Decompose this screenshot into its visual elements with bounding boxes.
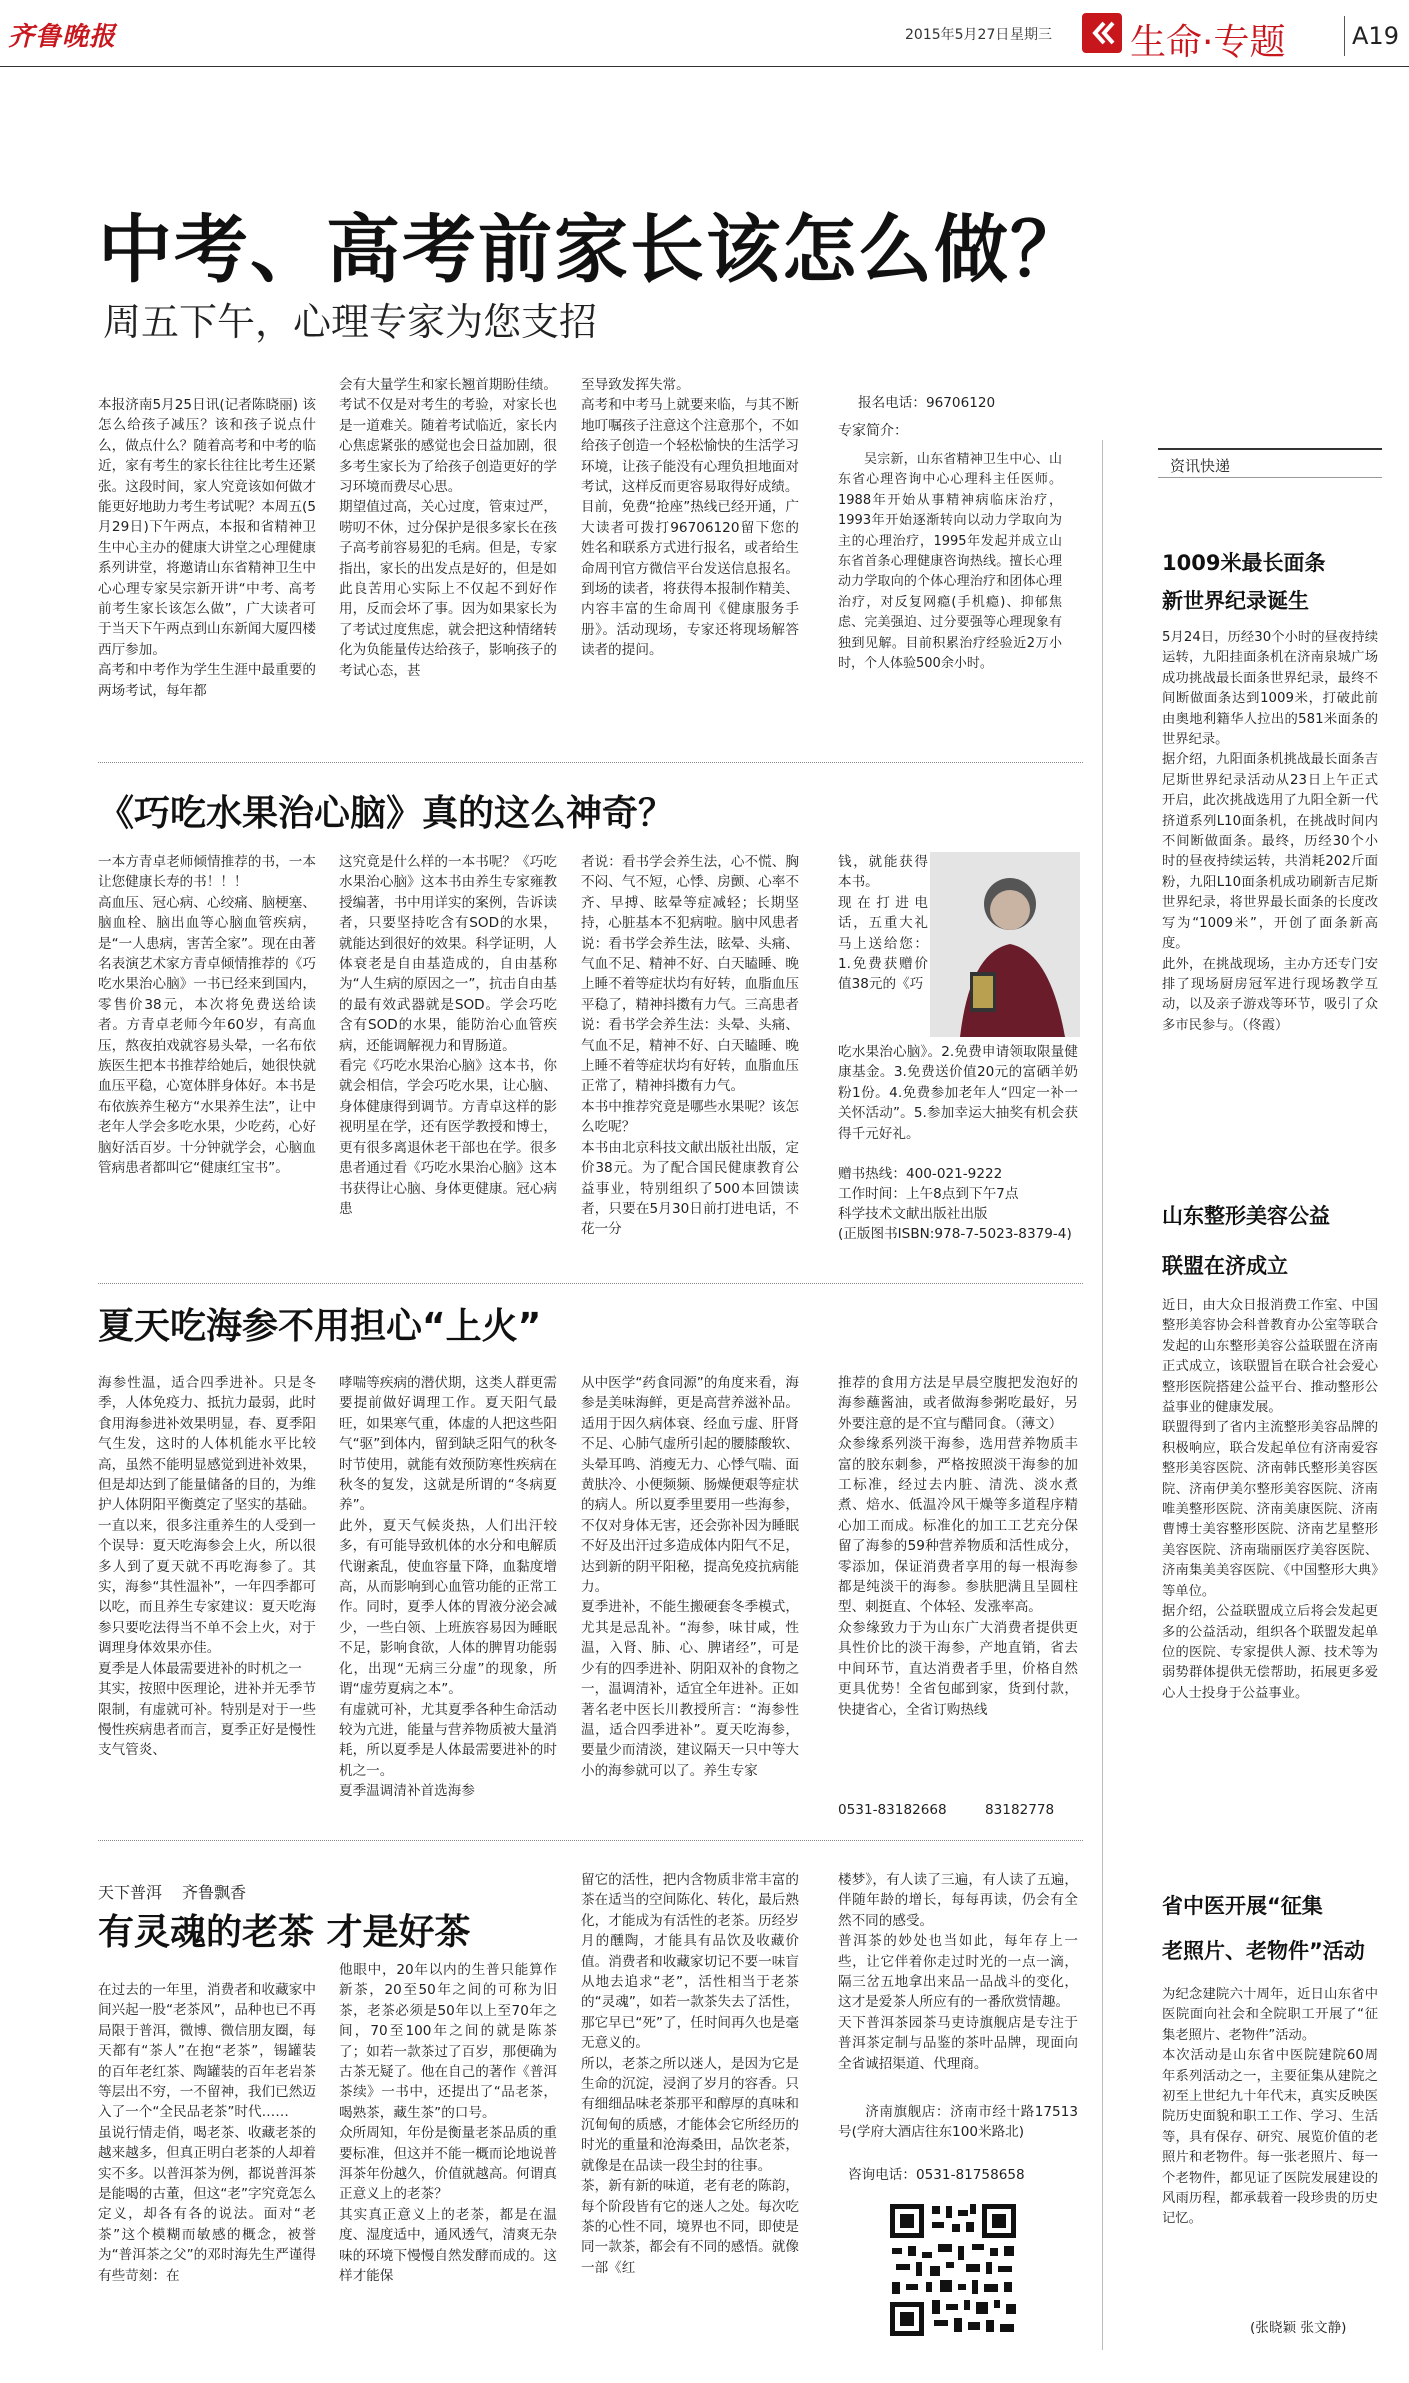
double-chevron-icon [1082,13,1122,53]
fruit-headline: 《巧吃水果治心脑》真的这么神奇？ [98,793,675,834]
sidebar-header [1158,448,1382,478]
sidebar-divider [1102,440,1103,2350]
seacu-headline: 夏天吃海参不用担心“上火” [98,1306,542,1347]
tea-col-2: 他眼中，20年以内的生普只能算作新茶，20至50年之间的可称为旧茶，老茶必须是50年以上至70年之间，70至100年之间的就是陈茶了；如若一款茶过了百岁，那便确为古茶无疑了。他在自己的著作《普洱茶续》一书中，还提出了“品老茶，喝熟茶，藏生茶”的口号。 众所周知，年份是衡量老茶品质的重要标准，但这并不能一概而论地说普洱茶年份越久，价值就越高。何谓真正意义上的老茶？ 其实真正意义上的老茶，都是在温度、湿度适中，通风透气，清爽无杂味的环境下慢慢自然发酵而成的。这样才能保 [339,1962,557,2285]
section-divider [1344,16,1345,56]
isbn-line: (正版图书ISBN:978-7-5023-8379-4) [838,1226,1072,1242]
sidebar-story-1-body: 5月24日，历经30个小时的昼夜持续运转，九阳挂面条机在济南泉城广场成功挑战最长面条世界纪录，最终不间断做面条达到1009米，打破此前由奥地利籍华人拉出的581米面条的世界纪录。 据介绍，九阳面条机挑战最长面条吉尼斯世界纪录活动从23日上午正式开启，此次挑战选用了九阳全新一代挤道系列L10面条机，在挑战时间内不间断做面条。最终，历经30个小时的昼夜持续运转，共消耗202斤面粉，九阳L10面条机成功刷新吉尼斯世界纪录，将世界最长面条的长度改写为“1009米”，开创了面条新高度。 此外，在挑战现场，主办方还专门安排了现场厨房冠军进行现场教学互动，以及亲子游戏等环节，吸引了众多市民参与。（佟霞） [1162,630,1378,1033]
issue-weekday: 星期三 [1010,27,1052,43]
seacu-col-3: 从中医学“药食同源”的角度来看，海参是美味海鲜，更是高营养滋补品。适用于因久病体衰、经血亏虚、肝肾不足、心肺气虚所引起的腰膝酸软、头晕耳鸣、消瘦无力、心悸气喘、面黄肤冷、小便频频、肠燥便艰等症状的病人。所以夏季里要用一些海参，不仅对身体无害，还会弥补因为睡眠不好及出汗过多造成体内阳气不足，达到新的阴平阳秘，提高免疫抗病能力。 夏季进补，不能生搬硬套冬季模式，尤其是忌乱补。“海参，味甘咸，性温，入肾、肺、心、脾诸经”，可是少有的四季进补、阴阳双补的食物之一，温调清补，适宜全年进补。正如著名老中医长川教授所言：“海参性温，适合四季进补”。夏天吃海参，要量少而清淡，建议隔天一只中等大小的海参就可以了。养生专家 [581,1375,799,1779]
sidebar-story-3-title-2: 老照片、老物件”活动 [1162,1939,1365,1963]
sidebar-story-3-body: 为纪念建院六十周年，近日山东省中医院面向社会和全院职工开展了“征集老照片、老物件”活动。 本次活动是山东省中医院建院60周年系列活动之一，主要征集从建院之初至上世纪九十年代末，真实反映医院历史面貌和职工工作、学习、生活等，具有保存、研究、展览价值的老照片和老物件。每一张老照片、每一个老物件，都见证了医院发展建设的风雨历程，都承载着一段珍贵的历史记忆。 [1162,1987,1378,2227]
seacu-phone-1: 0531-83182668 [838,1802,947,1818]
sidebar-story-3-byline: (张晓颖 张文静) [1250,2320,1347,2336]
separator-line [98,1283,1083,1284]
sidebar-heading: 资讯快递 [1170,457,1231,475]
tea-col-4: 楼梦》，有人读了三遍，有人读了五遍，伴随年龄的增长，每每再读，仍会有全然不同的感受。 普洱茶的妙处也当如此，每年存上一些，让它伴着你走过时光的一点一滴，隔三岔五地拿出来品一品战斗的变化，这才是爱茶人所应有的一番欣赏情趣。 天下普洱茶园茶马吏诗旗舰店是专注于普洱茶定制与品鉴的茶叶品牌，现面向全省诚招渠道、代理商。 [838,1872,1078,2072]
issue-date: 2015年5月27日 [905,27,1010,43]
publisher-line: 科学技术文献出版社出版 [838,1206,988,1222]
gift-hotline: 赠书热线：400-021-9222 [838,1166,1003,1182]
sidebar-story-2-title-1: 山东整形美容公益 [1162,1204,1330,1228]
expert-bio: 吴宗新，山东省精神卫生中心、山东省心理咨询中心心理科主任医师。1988年开始从事精神病临床治疗，1993年开始逐渐转向以动力学取向为主的心理治疗，1995年发起并成立山东省首条心理健康咨询热线。擅长心理动力学取向的个体心理治疗和团体心理治疗，对反复网瘾(手机瘾)、抑郁焦虑、完美强迫、过分要强等心理现象有独到见解。目前积累治疗经验近2万小时，个人体验500余小时。 [838,452,1062,672]
fruit-col-1: 一本方青卓老师倾情推荐的书，一本让您健康长寿的书！！！ 高血压、冠心病、心绞痛、脑梗塞、脑血栓、脑出血等心脑血管疾病，是“一人患病，害苦全家”。现在由著名表演艺术家方青卓倾情推荐的《巧吃水果治心脑》一书已经来到国内，零售价38元，本次将免费送给读者。方青卓老师今年60岁，有高血压，熬夜拍戏就容易头晕，一名布依族医生把本书推荐给她后，她很快就血压平稳，心宽体胖身体好。本书是布依族养生秘方“水果养生法”，让中老年人学会多吃水果，少吃药，心好脑好活百岁。十分钟就学会，心脑血管病患者都叫它“健康红宝书”。 [98,854,316,1177]
tea-headline: 有灵魂的老茶 才是好茶 [98,1912,471,1953]
fruit-col-2: 这究竟是什么样的一本书呢？《巧吃水果治心脑》这本书由养生专家雍教授编著，书中用详实的案例，告诉读者，只要坚持吃含有SOD的水果，就能达到很好的效果。科学证明，人体衰老是自由基造成的，自由基称为“人生病的原因之一”，抗击自由基的最有效武器就是SOD。学会巧吃含有SOD的水果，能防治心血管疾病，还能调解视力和胃肠道。 看完《巧吃水果治心脑》这本书，你就会相信，学会巧吃水果，让心脑、身体健康得到调节。方青卓这样的影视明星在学，还有医学教授和博士，更有很多离退休老干部也在学。很多患者通过看《巧吃水果治心脑》这本书获得让心脑、身体更健康。冠心病患 [339,854,557,1217]
work-hours: 工作时间：上午8点到下午7点 [838,1186,1019,1202]
sidebar-story-1-title-1: 1009米最长面条 [1162,551,1326,575]
tea-consult-phone: 咨询电话：0531-81758658 [848,2167,1025,2183]
paper-logo: 齐鲁晚报 [8,22,117,52]
fruit-col-4-top: 钱，就能获得本书。 现在打进电话，五重大礼马上送给您：1.免费获赠价值38元的《巧 [838,854,928,993]
main-col-2: 会有大量学生和家长翘首期盼佳绩。考试不仅是对考生的考验，对家长也是一道难关。随着考试临近，家长内心焦虑紧张的感觉也会日益加剧，很多考生家长为了给孩子创造更好的学习环境而费尽心思。 期望值过高，关心过度，管束过严，唠叨不休，过分保护是很多家长在孩子高考前容易犯的毛病。但是，专家指出，家长的出发点是好的，但是如此良苦用心实际上不仅起不到好作用，反而会坏了事。因为如果家长为了考试过度焦虑，就会把这种情绪转化为负能量传达给孩子，影响孩子的考试心态，甚 [339,377,557,679]
sidebar-story-3-title-1: 省中医开展“征集 [1162,1894,1323,1918]
qr-code [886,2200,1020,2340]
section-title: 生命·专题 [1130,22,1286,63]
seacu-col-1: 海参性温，适合四季进补。只是冬季，人体免疫力、抵抗力最弱，此时食用海参进补效果明显，春、夏季阳气生发，这时的人体机能水平比较高，虽然不能明显感觉到进补效果，但是却达到了能量储备的目的，为维护人体阴阳平衡奠定了坚实的基础。 一直以来，很多注重养生的人受到一个误导：夏天吃海参会上火，所以很多人到了夏天就不再吃海参了。其实，海参“其性温补”，一年四季都可以吃，而且养生专家建议：夏天吃海参只要吃法得当不单不会上火，对于调理身体效果亦佳。 夏季是人体最需要进补的时机之一 其实，按照中医理论，进补并无季节限制，有虚就可补。特别是对于一些慢性疾病患者而言，夏季正好是慢性支气管炎、 [98,1375,316,1759]
tea-kicker-2: 齐鲁飘香 [182,1883,247,1902]
expert-heading: 专家简介： [838,423,908,439]
tea-col-3: 留它的活性，把内含物质非常丰富的茶在适当的空间陈化、转化，最后熟化，才能成为有活性的老茶。历经岁月的醺陶，才能具有品饮及收藏价值。消费者和收藏家切记不要一味盲从地去追求“老”，活性相当于老茶的“灵魂”，如若一款茶失去了活性，那它早已“死”了，任时间再久也是毫无意义的。 所以，老茶之所以迷人，是因为它是生命的沉淀，浸润了岁月的容香。只有细细品味老茶那平和醇厚的真味和沉甸甸的质感，才能体会它所经历的时光的重量和沧海桑田，品饮老茶，就像是在品读一段尘封的往事。 茶，新有新的味道，老有老的陈韵，每个阶段皆有它的迷人之处。每次吃茶的心性不同，境界也不同，即使是同一款茶，都会有不同的感悟。就像一部《红 [581,1872,799,2276]
sidebar-story-2-body: 近日，由大众日报消费工作室、中国整形美容协会科普教育办公室等联合发起的山东整形美容公益联盟在济南正式成立，该联盟旨在联合社会爱心整形医院搭建公益平台、推动整形公益事业的健康发展。 联盟得到了省内主流整形美容品牌的积极响应，联合发起单位有济南爱容整形美容医院、济南韩氏整形美容医院、济南伊美尔整形美容医院、济南唯美整形医院、济南美康医院、济南曹博士美容整形医院、济南艺星整形美容医院、济南瑞丽医疗美容医院、济南集美美容医院、《中国整形大典》等单位。 据介绍，公益联盟成立后将会发起更多的公益活动，组织各个联盟发起单位的医院、专家提供人源、技术等为弱势群体提供无偿帮助，拓展更多爱心人士投身于公益事业。 [1162,1298,1378,1701]
person-portrait-icon [930,852,1080,1037]
tea-col-1: 在过去的一年里，消费者和收藏家中间兴起一股“老茶风”，品种也已不再局限于普洱，微博、微信朋友圈，每天都有“茶人”在抱“老茶”，锡罐装的百年老红茶、陶罐装的百年老岩茶等层出不穷，一不留神，我们已然迈入了一个“全民品老茶”时代…… 虽说行情走俏，喝老茶、收藏老茶的越来越多，但真正明白老茶的人却着实不多。以普洱茶为例，都说普洱茶是能喝的古董，但这“老”字究竟怎么定义，却各有各的说法。面对“老茶”这个模糊而敏感的概念，被誉为“普洱茶之父”的邓时海先生严谨得有些苛刻：在 [98,1982,316,2284]
main-col-3: 至导致发挥失常。 高考和中考马上就要来临，与其不断地叮嘱孩子注意这个注意那个，不如给孩子创造一个轻松愉快的生活学习环境，让孩子能没有心理负担地面对考试，这样反而更容易取得好成绩。 目前，免费“抢座”热线已经开通，广大读者可拨打96706120留下您的姓名和联系方式进行报名，或者给生命周刊官方微信平台发送信息报名。到场的读者，将获得本报制作精美、内容丰富的生命周刊《健康服务手册》。活动现场，专家还将现场解答读者的提问。 [581,377,799,659]
sidebar-story-2-title-2: 联盟在济成立 [1162,1254,1288,1278]
seacu-col-4: 推荐的食用方法是早晨空腹把发泡好的海参蘸酱油，或者做海参粥吃最好，另外要注意的是不宜与醋同食。（薄文） 众参缘系列淡干海参，选用营养物质丰富的胶东刺参，严格按照淡干海参的加工标准，经过去内脏、清洗、淡水煮煮、焙水、低温冷风干燥等多道程序精心加工而成。标准化的加工工艺充分保留了海参的59种营养物质和活性成分，零添加，保证消费者享用的每一根海参都是纯淡干的海参。参肤肥满且呈圆柱型、刺挺直、个体轻、发涨率高。 众参缘致力于为山东广大消费者提供更具性价比的淡干海参，产地直销，省去中间环节，直达消费者手里，价格自然更具优势！全省包邮到家，货到付款，快捷省心，全省订购热线 [838,1375,1078,1718]
page-number: A19 [1352,22,1399,50]
sidebar-story-1-title-2: 新世界纪录诞生 [1162,589,1309,613]
main-headline: 中考、高考前家长该怎么做？ [98,207,1086,293]
qr-code-icon [886,2200,1020,2340]
main-col-1: 本报济南5月25日讯(记者陈晓丽) 该怎么给孩子减压？该和孩子说点什么，做点什么？随着高考和中考的临近，家有考生的家长往往比考生还紧张。这段时间，家人究竟该如何做才能更好地助力考生考试呢？本周五(5月29日)下午两点，本报和省精神卫生中心主办的健康大讲堂之心理健康系列讲堂，将邀请山东省精神卫生中心心理专家吴宗新开讲“中考、高考前考生家长该怎么做”，广大读者可于当天下午两点到山东新闻大厦四楼西厅参加。 高考和中考作为学生生涯中最重要的两场考试，每年都 [98,397,316,699]
separator-line [98,762,1083,763]
tea-kicker-1: 天下普洱 [98,1883,163,1902]
tea-address: 济南旗舰店：济南市经十路17513号(学府大酒店往东100米路北) [838,2104,1078,2141]
seacu-phone-2: 83182778 [985,1802,1055,1818]
seacu-col-2: 哮喘等疾病的潜伏期，这类人群更需要提前做好调理工作。夏天阳气最旺，如果寒气重，体虚的人把这些阳气“驱”到体内，留到缺乏阳气的秋冬时节使用，就能有效预防寒性疾病在秋冬的复发，这就是所谓的“冬病夏养”。 此外，夏天气候炎热，人们出汗较多，有可能导致机体的水分和电解质代谢紊乱，使血容量下降，血黏度增高，从而影响到心血管功能的正常工作。同时，夏季人体的胃液分泌会减少，一些白领、上班族容易因为睡眠不足，影响食欲，人体的脾胃功能弱化，出现“无病三分虚”的现象，所谓“虚劳夏病之本”。 有虚就可补，尤其夏季各种生命活动较为亢进，能量与营养物质被大量消耗，所以夏季是人体最需要进补的时机之一。 夏季温调清补首选海参 [339,1375,557,1800]
separator-line [98,1840,1083,1841]
fruit-col-3: 者说：看书学会养生法，心不慌、胸不闷、气不短，心悸、房颤、心率不齐、早搏、眩晕等症减轻；长期坚持，心脏基本不犯病啦。脑中风患者说：看书学会养生法，眩晕、头痛、气血不足、精神不好、白天瞌睡、晚上睡不着等症状均有好转，血脂血压平稳了，精神抖擞有力气。三高患者说：看书学会养生法：头晕、头痛、气血不足，精神不好、白天瞌睡、晚上睡不着等症状均有好转，血脂血压正常了，精神抖擞有力气。 本书中推荐究竟是哪些水果呢？该怎么吃呢？ 本书由北京科技文献出版社出版，定价38元。为了配合国民健康教育公益事业，特别组织了500本回馈读者，只要在5月30日前打进电话，不花一分 [581,854,799,1238]
fruit-col-4-bottom: 吃水果治心脑》。2.免费申请领取限量健康基金。3.免费送价值20元的富硒羊奶粉1份。4.免费参加老年人“四定一补一关怀活动”。5.参加幸运大抽奖有机会获得千元好礼。 [838,1044,1078,1142]
masthead-rule [0,66,1409,67]
section-marker-icon [1082,13,1122,53]
signup-phone: 报名电话：96706120 [858,395,996,411]
main-subheadline: 周五下午，心理专家为您支招 [103,300,598,344]
portrait-photo [930,852,1080,1037]
